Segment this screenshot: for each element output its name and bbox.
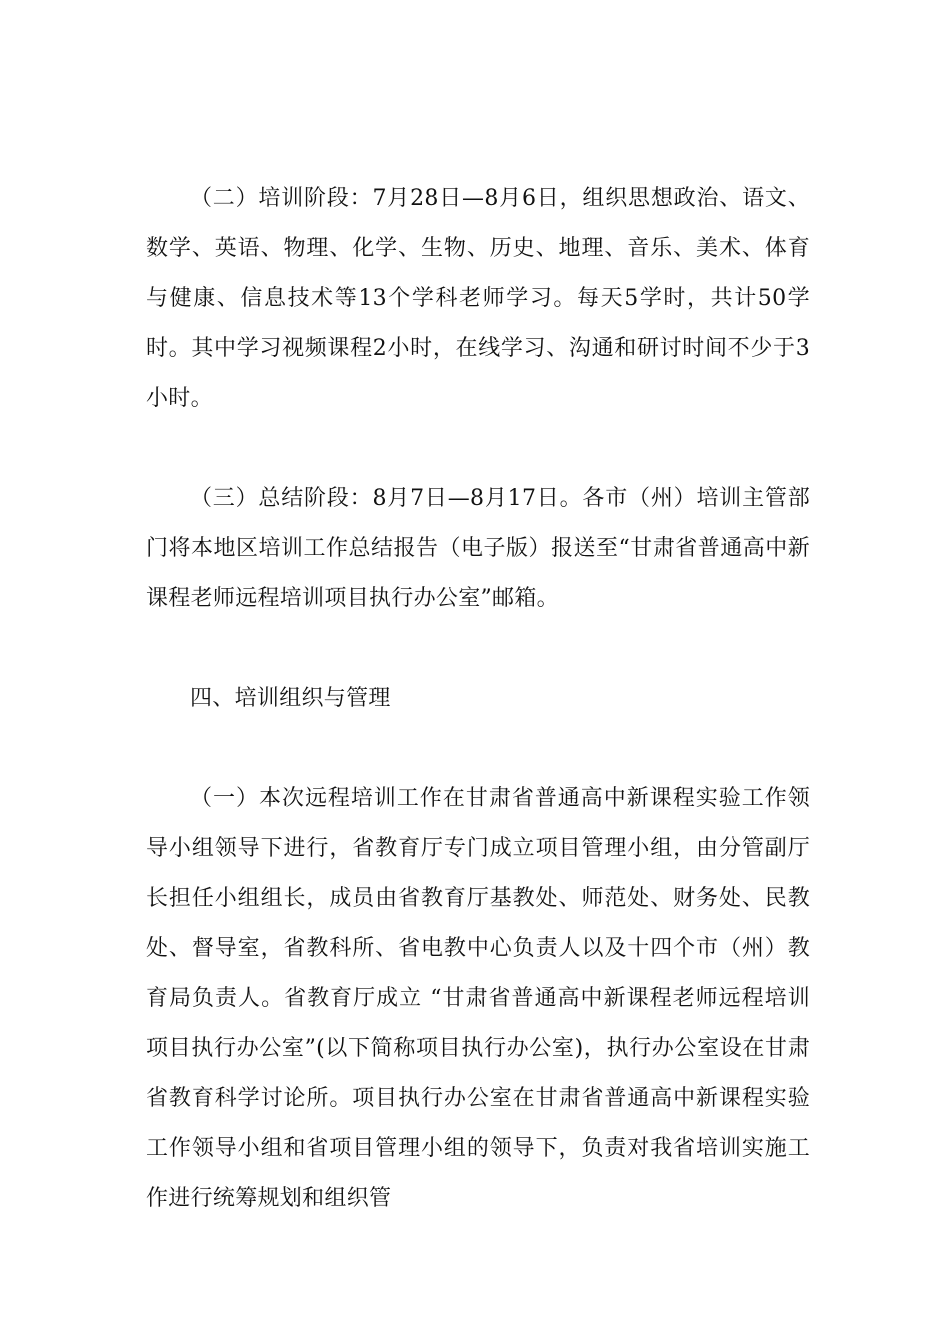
paragraph-organization-details: （一）本次远程培训工作在甘肃省普通高中新课程实验工作领导小组领导下进行，省教育厅专门成立项目管理小组，由分管副厅长担任小组组长，成员由省教育厅基教处、师范处、财务处、民教处、督导室，省教科所、省电教中心负责人以及十四个市（州）教育局负责人。省教育厅成立 “甘肃省普通高中新课程老师远程培训项目执行办公室”(以下简称项目执行办公室)，执行办公室设在甘肃省教育科学讨论所。项目执行办公室在甘肃省普通高中新课程实验工作领导小组和省项目管理小组的领导下，负责对我省培训实施工作进行统筹规划和组织管 <box>146 786 810 1211</box>
paragraph-summary-stage: （三）总结阶段：8月7日—8月17日。各市（州）培训主管部门将本地区培训工作总结报告（电子版）报送至“甘肃省普通高中新课程老师远程培训项目执行办公室”邮箱。 <box>146 486 810 611</box>
section-heading-organization: 四、培训组织与管理 <box>190 686 391 711</box>
paragraph-training-stage: （二）培训阶段：7月28日—8月6日，组织思想政治、语文、数学、英语、物理、化学、生物、历史、地理、音乐、美术、体育与健康、信息技术等13个学科老师学习。每天5学时，共计50学时。其中学习视频课程2小时，在线学习、沟通和研讨时间不少于3小时。 <box>146 186 810 411</box>
